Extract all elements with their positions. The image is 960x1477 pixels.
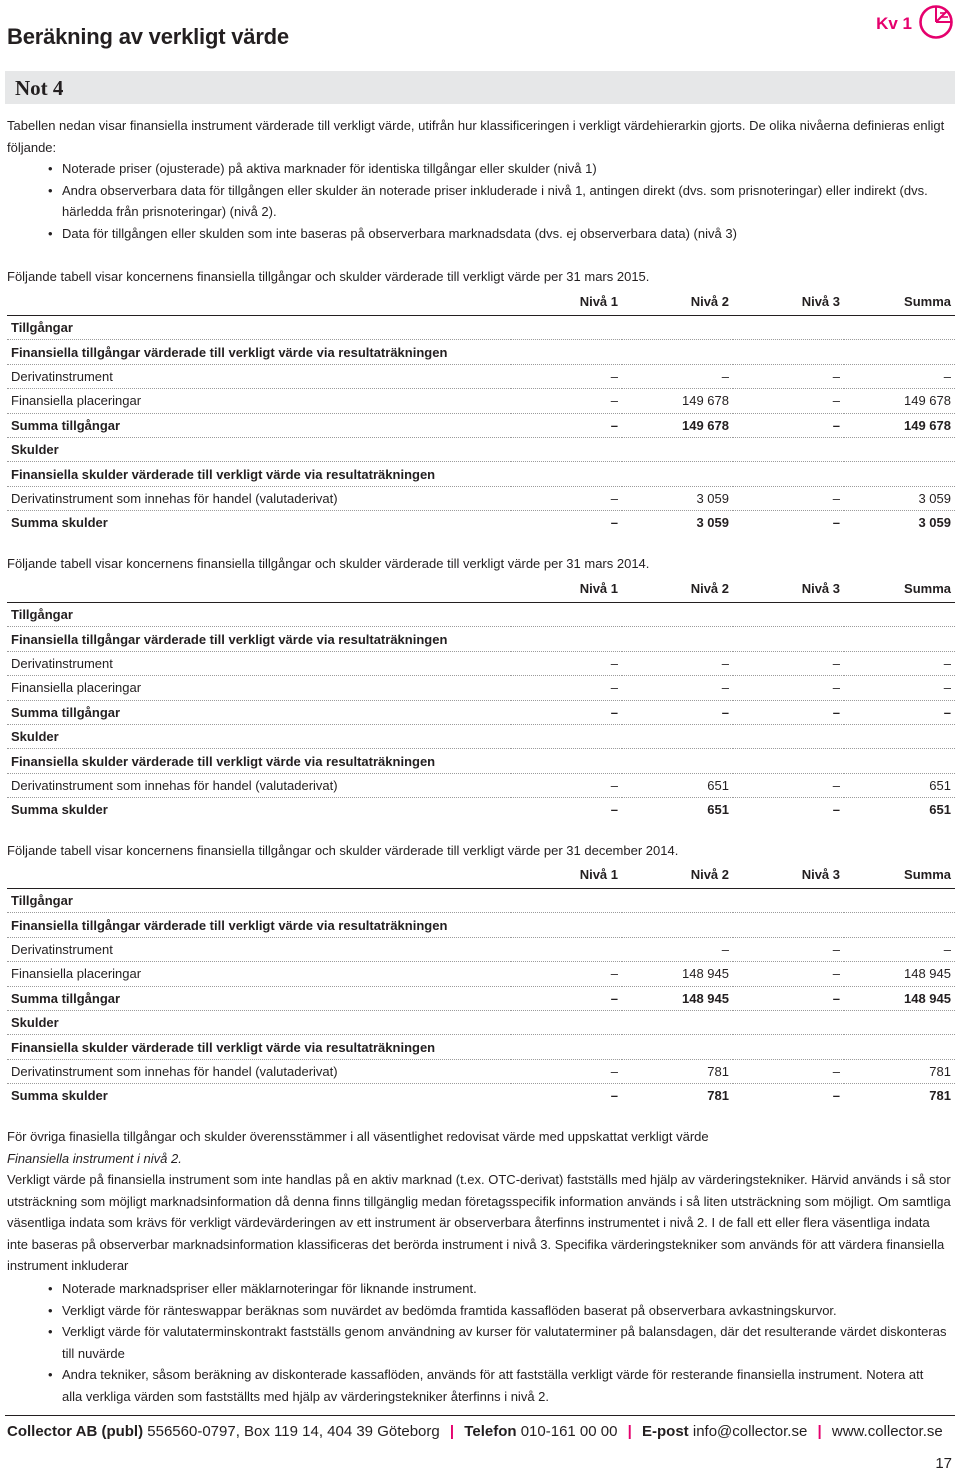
row-label: Skulder <box>11 1015 59 1031</box>
row-label: Finansiella placeringar <box>11 966 142 982</box>
table-row <box>7 962 955 986</box>
cell: 148 945 <box>904 966 951 982</box>
column-header: Nivå 1 <box>579 867 618 882</box>
row-label: Derivatinstrument som innehas för handel (valutaderivat) <box>11 1063 338 1079</box>
cell: – <box>610 704 618 720</box>
column-header: Summa <box>904 581 951 596</box>
closing-line: För övriga finasiella tillgångar och skulder överensstämmer i all väsentlighet redovisat värde med uppskattat verkligt värde <box>7 1129 709 1144</box>
cell: 781 <box>929 1088 951 1104</box>
cell: – <box>610 777 618 793</box>
cell: – <box>832 655 840 671</box>
cell: – <box>832 777 840 793</box>
row-label: Summa skulder <box>11 1088 108 1104</box>
column-header: Nivå 3 <box>801 581 840 596</box>
row-label: Tillgångar <box>11 607 73 623</box>
cell: – <box>832 704 840 720</box>
footer-company: Collector AB (publ) <box>7 1423 144 1440</box>
cell: – <box>832 515 840 531</box>
cell: 149 678 <box>682 393 729 409</box>
table-row <box>7 937 955 961</box>
row-label: Summa tillgångar <box>11 417 121 433</box>
table-row <box>7 724 955 748</box>
row-label: Finansiella placeringar <box>11 680 142 696</box>
cell: 3 059 <box>696 515 729 531</box>
table-row <box>7 364 955 388</box>
cell: 3 059 <box>696 490 729 506</box>
cell: – <box>721 704 729 720</box>
cell: – <box>832 393 840 409</box>
row-label: Summa tillgångar <box>11 704 121 720</box>
cell: – <box>832 368 840 384</box>
note-band <box>5 71 955 104</box>
cell: 148 945 <box>904 990 951 1006</box>
footer-web-link[interactable]: www.collector.se <box>831 1423 943 1440</box>
footer-separator: | <box>817 1423 822 1440</box>
cell: – <box>610 990 618 1006</box>
table-row <box>7 749 955 773</box>
cell: – <box>943 941 951 957</box>
row-label: Summa tillgångar <box>11 990 121 1006</box>
row-label: Derivatinstrument <box>11 368 113 384</box>
table-row <box>7 340 955 364</box>
column-header: Nivå 3 <box>801 294 840 309</box>
row-label: Finansiella skulder värderade till verkligt värde via resultaträkningen <box>11 1039 436 1055</box>
cell: – <box>832 802 840 818</box>
cell: – <box>832 490 840 506</box>
cell: – <box>610 655 618 671</box>
cell: 148 945 <box>682 966 729 982</box>
fair-value-table-2014-03 <box>7 575 955 822</box>
table-row <box>7 413 955 437</box>
cell: – <box>832 941 840 957</box>
cell: – <box>832 966 840 982</box>
cell: – <box>721 680 729 696</box>
cell: 149 678 <box>904 393 951 409</box>
intro-paragraph: Tabellen nedan visar finansiella instrument värderade till verkligt värde, utifrån hur klassificeringen i verkligt värdehierarkin gjorts. De olika nivåerna definieras enligt följande: <box>7 118 945 155</box>
table-row <box>7 316 955 340</box>
cell: – <box>832 680 840 696</box>
row-label: Skulder <box>11 729 59 745</box>
column-header: Summa <box>904 294 951 309</box>
table-caption: Följande tabell visar koncernens finansiella tillgångar och skulder värderade till verkligt värde per 31 mars 2014. <box>7 556 650 571</box>
cell: – <box>610 802 618 818</box>
table-row <box>7 1084 955 1108</box>
footer-separator: | <box>627 1423 632 1440</box>
row-label: Summa skulder <box>11 515 108 531</box>
cell: 781 <box>929 1063 951 1079</box>
technique-bullet: • Noterade marknadspriser eller mäklarnoteringar för liknande instrument. <box>62 1278 947 1300</box>
intro-bullet: • Andra observerbara data för tillgången eller skulder än noterade priser inkluderade i nivå 1, antingen direkt (dvs. som prisnoteringar) eller indirekt (dvs. härledda från prisnoteringar) (nivå 2). <box>62 180 947 223</box>
cell: – <box>610 680 618 696</box>
table-row <box>7 1035 955 1059</box>
table-row <box>7 389 955 413</box>
closing-paragraph: Verkligt värde på finansiella instrument som inte handlas på en aktiv marknad (t.ex. OTC-derivat) fastställs med hjälp av värderingstekniker. Härvid används i så stor utsträckning som möjligt marknadsinformation då denna finns tillgänglig medan företagsspecifik information används i så liten utsträckning som möjligt. Om samtliga väsentliga indata som krävs för verkligt värdevärderingen av ett instrument är observerbara återfinns instrumentet i nivå 2. I de fall ett eller flera väsentliga indata inte baseras på observerbar marknadsinformation klassificeras det berörda instrument i nivå 3. Specifika värderingstekniker som används för att värdera finansiella instrument inkluderar <box>7 1172 951 1273</box>
row-label: Finansiella skulder värderade till verkligt värde via resultaträkningen <box>11 753 436 769</box>
footer-email-label: E-post <box>642 1423 689 1440</box>
cell: – <box>610 417 618 433</box>
table-row <box>7 486 955 510</box>
footer-phone: 010-161 00 00 <box>520 1423 618 1440</box>
footer-separator: | <box>449 1423 455 1440</box>
fair-value-table-2014-12 <box>7 861 955 1108</box>
cell: 651 <box>707 802 729 818</box>
row-label: Derivatinstrument <box>11 655 113 671</box>
cell: – <box>610 515 618 531</box>
table-row <box>7 511 955 535</box>
cell: – <box>721 368 729 384</box>
table-row <box>7 651 955 675</box>
table-row <box>7 437 955 461</box>
closing-italic-line: Finansiella instrument i nivå 2. <box>7 1151 182 1166</box>
cell: – <box>610 393 618 409</box>
note-title: Not 4 <box>15 76 64 100</box>
table-row <box>7 462 955 486</box>
cell: – <box>721 941 729 957</box>
table-row <box>7 913 955 937</box>
table-caption: Följande tabell visar koncernens finansiella tillgångar och skulder värderade till verkligt värde per 31 mars 2015. <box>7 269 650 284</box>
column-header: Summa <box>904 867 951 882</box>
cell: 651 <box>929 802 951 818</box>
cell: – <box>610 368 618 384</box>
cell: 651 <box>707 777 729 793</box>
cell: – <box>721 655 729 671</box>
column-header: Nivå 2 <box>690 867 729 882</box>
cell: 148 945 <box>682 990 729 1006</box>
intro-bullet: • Noterade priser (ojusterade) på aktiva marknader för identiska tillgångar eller skulder (nivå 1) <box>62 158 947 180</box>
page-title: Beräkning av verkligt värde <box>7 24 289 49</box>
cell: 149 678 <box>904 417 951 433</box>
column-header: Nivå 1 <box>579 294 618 309</box>
cell: – <box>610 1088 618 1104</box>
cell: 781 <box>707 1063 729 1079</box>
row-label: Skulder <box>11 442 59 458</box>
row-label: Derivatinstrument som innehas för handel (valutaderivat) <box>11 490 338 506</box>
cell: – <box>610 490 618 506</box>
cell: 3 059 <box>918 515 951 531</box>
cell: – <box>943 704 951 720</box>
footer-address: 556560-0797, Box 119 14, 404 39 Göteborg <box>147 1423 440 1440</box>
technique-bullet: • Verkligt värde för valutaterminskontrakt fastställs genom användning av kurser för valutaterminer på balansdagen, där det resulterande värdet diskonteras till nuvärde <box>62 1321 947 1364</box>
column-header: Nivå 3 <box>801 867 840 882</box>
row-label: Summa skulder <box>11 802 108 818</box>
intro-bullets <box>62 158 947 244</box>
cell: – <box>832 990 840 1006</box>
row-label: Tillgångar <box>11 893 73 909</box>
table-row <box>7 1010 955 1034</box>
cell: 149 678 <box>682 417 729 433</box>
cell: – <box>832 1088 840 1104</box>
row-label: Finansiella tillgångar värderade till verkligt värde via resultaträkningen <box>11 344 448 360</box>
row-label: Finansiella placeringar <box>11 393 142 409</box>
row-label: Derivatinstrument som innehas för handel (valutaderivat) <box>11 777 338 793</box>
cell <box>511 937 622 961</box>
column-header: Nivå 1 <box>579 581 618 596</box>
technique-bullet: • Verkligt värde för ränteswappar beräknas som nuvärdet av bedömda framtida kassaflöden baserat på observerbara avkastningskurvor. <box>62 1300 947 1322</box>
row-label: Finansiella tillgångar värderade till verkligt värde via resultaträkningen <box>11 631 448 647</box>
page-number: 17 <box>935 1455 952 1472</box>
intro-bullet: • Data för tillgången eller skulden som inte baseras på observerbara marknadsdata (dvs. ej observerbara data) (nivå 3) <box>62 223 947 245</box>
technique-bullet: • Andra tekniker, såsom beräkning av diskonterade kassaflöden, används för att fastställa verkligt värde för resterande finansiella instrument. Notera att alla verkliga värden som fastställts med hjälp av värderingstekniker återfinns i nivå 2. <box>62 1364 947 1407</box>
table-row <box>7 603 955 627</box>
cell: – <box>943 368 951 384</box>
table-row <box>7 627 955 651</box>
cell: – <box>610 966 618 982</box>
quarter-label: Kv 1 <box>876 14 912 33</box>
table-row <box>7 798 955 822</box>
fair-value-table-2015-03 <box>7 288 955 535</box>
footer <box>7 1423 943 1440</box>
cell: – <box>832 1063 840 1079</box>
table-row <box>7 773 955 797</box>
table-row <box>7 889 955 913</box>
table-caption: Följande tabell visar koncernens finansiella tillgångar och skulder värderade till verkligt värde per 31 december 2014. <box>7 843 679 858</box>
column-header: Nivå 2 <box>690 581 729 596</box>
cell: – <box>610 1063 618 1079</box>
footer-email-link[interactable]: info@collector.se <box>692 1423 808 1440</box>
row-label: Finansiella skulder värderade till verkligt värde via resultaträkningen <box>11 466 436 482</box>
technique-bullets <box>62 1278 947 1407</box>
cell: 651 <box>929 777 951 793</box>
table-row <box>7 700 955 724</box>
footer-phone-label: Telefon <box>464 1423 517 1440</box>
cell: 781 <box>707 1088 729 1104</box>
row-label: Finansiella tillgångar värderade till verkligt värde via resultaträkningen <box>11 917 448 933</box>
table-row <box>7 986 955 1010</box>
row-label: Derivatinstrument <box>11 941 113 957</box>
row-label: Tillgångar <box>11 320 73 336</box>
table-row <box>7 676 955 700</box>
column-header: Nivå 2 <box>690 294 729 309</box>
cell: – <box>832 417 840 433</box>
footer-divider <box>5 1415 955 1416</box>
cell: – <box>943 655 951 671</box>
cell: 3 059 <box>918 490 951 506</box>
table-row <box>7 1059 955 1083</box>
collector-logo-icon <box>918 4 954 40</box>
cell: – <box>943 680 951 696</box>
